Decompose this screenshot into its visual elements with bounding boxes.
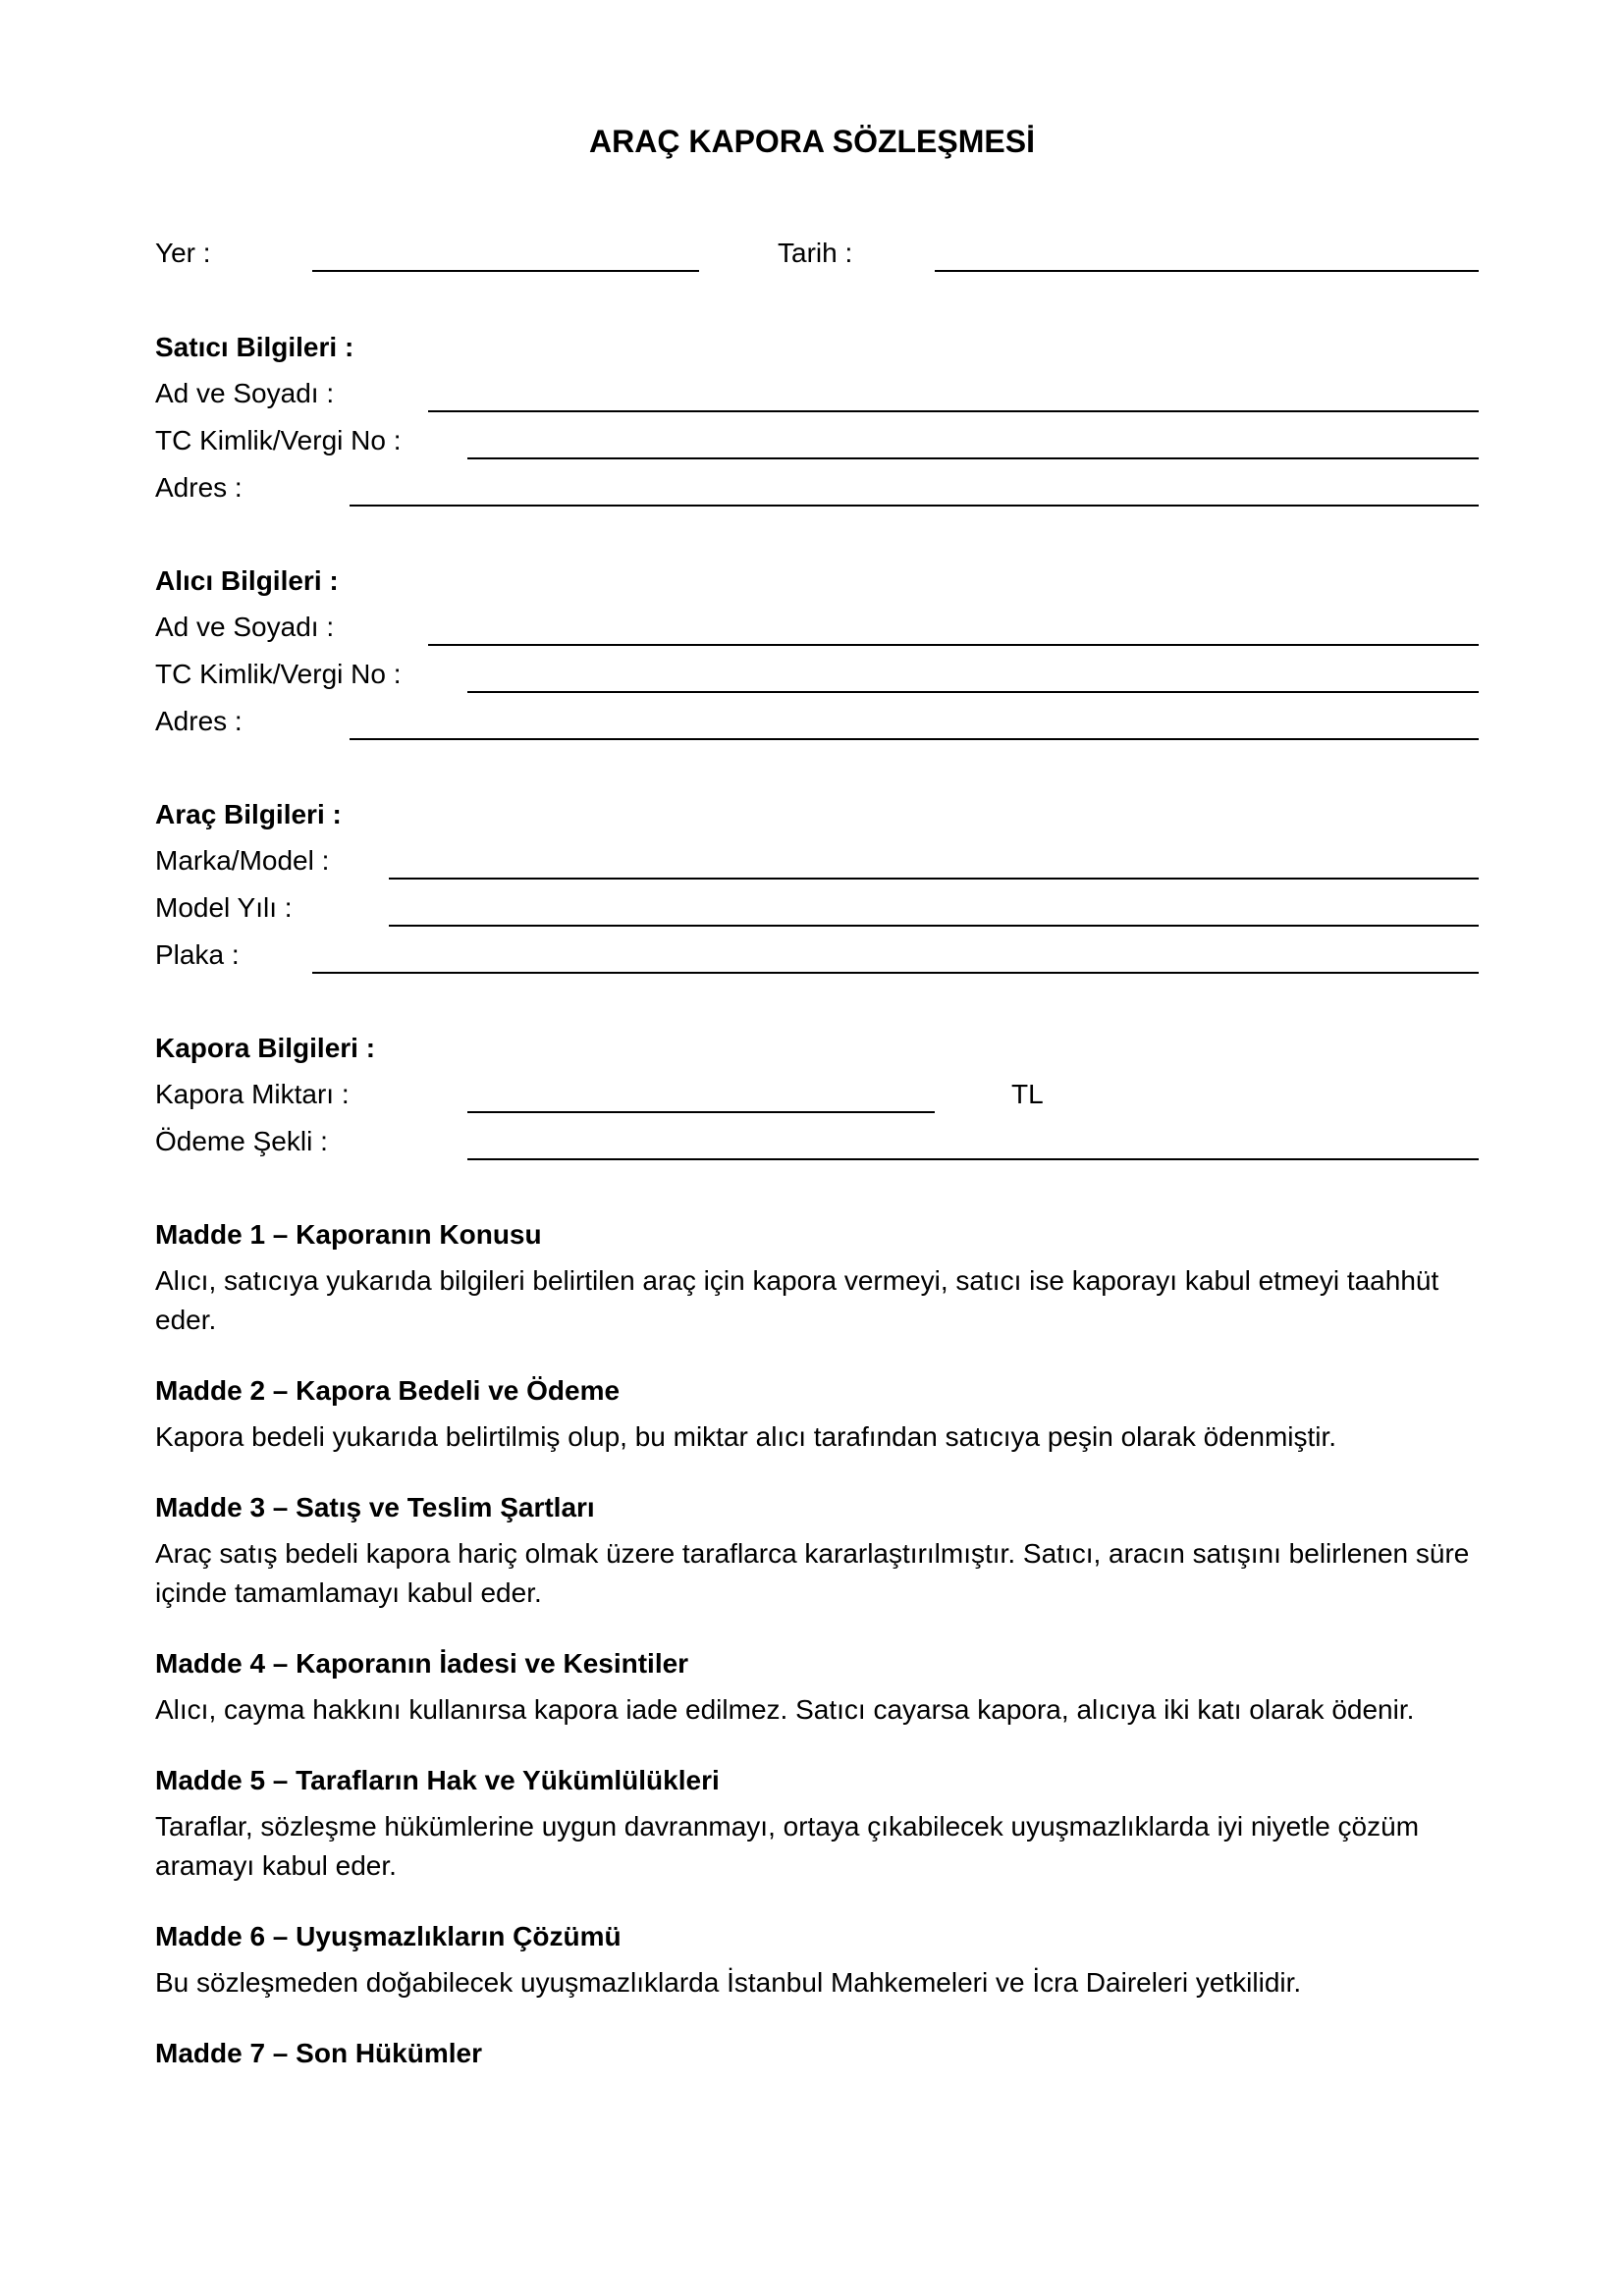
buyer-address-label: Adres : (155, 706, 243, 736)
place-field[interactable] (312, 270, 699, 272)
seller-id-label: TC Kimlik/Vergi No : (155, 425, 402, 455)
article-3-text: Araç satış bedeli kapora hariç olmak üzere taraflarca kararlaştırılmıştır. Satıcı, aracın satışını belirlenen süre içinde tamamlamayı kabul eder. (155, 1538, 1470, 1608)
seller-name-field[interactable] (428, 410, 1479, 412)
vehicle-brand-label: Marka/Model : (155, 845, 330, 876)
deposit-payment-field[interactable] (467, 1158, 1479, 1160)
deposit-amount-field[interactable] (467, 1111, 935, 1113)
date-label: Tarih : (778, 238, 853, 268)
buyer-id-label: TC Kimlik/Vergi No : (155, 659, 402, 689)
article-5-text: Taraflar, sözleşme hükümlerine uygun davranmayı, ortaya çıkabilecek uyuşmazlıklarda iyi niyetle çözüm aramayı kabul eder. (155, 1811, 1420, 1881)
deposit-currency: TL (1011, 1079, 1044, 1109)
place-label: Yer : (155, 238, 211, 268)
deposit-heading: Kapora Bilgileri : (155, 1033, 376, 1063)
vehicle-year-label: Model Yılı : (155, 892, 293, 923)
buyer-address-field[interactable] (350, 738, 1479, 740)
seller-address-label: Adres : (155, 472, 243, 503)
date-field[interactable] (935, 270, 1479, 272)
vehicle-plate-label: Plaka : (155, 939, 240, 970)
article-6-heading: Madde 6 – Uyuşmazlıkların Çözümü (155, 1921, 622, 1951)
buyer-name-label: Ad ve Soyadı : (155, 612, 335, 642)
article-2-text: Kapora bedeli yukarıda belirtilmiş olup, bu miktar alıcı tarafından satıcıya peşin olarak ödenmiştir. (155, 1421, 1337, 1452)
vehicle-year-field[interactable] (389, 925, 1479, 927)
deposit-amount-label: Kapora Miktarı : (155, 1079, 350, 1109)
seller-name-label: Ad ve Soyadı : (155, 378, 335, 408)
page-title: ARAÇ KAPORA SÖZLEŞMESİ (589, 124, 1035, 159)
article-4-heading: Madde 4 – Kaporanın İadesi ve Kesintiler (155, 1648, 689, 1679)
deposit-payment-label: Ödeme Şekli : (155, 1126, 328, 1156)
seller-id-field[interactable] (467, 457, 1479, 459)
seller-heading: Satıcı Bilgileri : (155, 332, 354, 362)
article-6-text: Bu sözleşmeden doğabilecek uyuşmazlıklarda İstanbul Mahkemeleri ve İcra Daireleri yetkilidir. (155, 1967, 1302, 1998)
vehicle-brand-field[interactable] (389, 878, 1479, 880)
article-1-text: Alıcı, satıcıya yukarıda bilgileri belirtilen araç için kapora vermeyi, satıcı ise kaporayı kabul etmeyi taahhüt eder. (155, 1265, 1439, 1335)
article-3-heading: Madde 3 – Satış ve Teslim Şartları (155, 1492, 595, 1522)
article-2-heading: Madde 2 – Kapora Bedeli ve Ödeme (155, 1375, 621, 1406)
article-1-heading: Madde 1 – Kaporanın Konusu (155, 1219, 542, 1250)
seller-address-field[interactable] (350, 505, 1479, 507)
vehicle-plate-field[interactable] (312, 972, 1479, 974)
article-5-heading: Madde 5 – Tarafların Hak ve Yükümlülükleri (155, 1765, 720, 1795)
article-7-heading: Madde 7 – Son Hükümler (155, 2038, 482, 2068)
vehicle-heading: Araç Bilgileri : (155, 799, 342, 829)
buyer-name-field[interactable] (428, 644, 1479, 646)
buyer-heading: Alıcı Bilgileri : (155, 565, 339, 596)
buyer-id-field[interactable] (467, 691, 1479, 693)
article-4-text: Alıcı, cayma hakkını kullanırsa kapora iade edilmez. Satıcı cayarsa kapora, alıcıya iki katı olarak ödenir. (155, 1694, 1415, 1725)
